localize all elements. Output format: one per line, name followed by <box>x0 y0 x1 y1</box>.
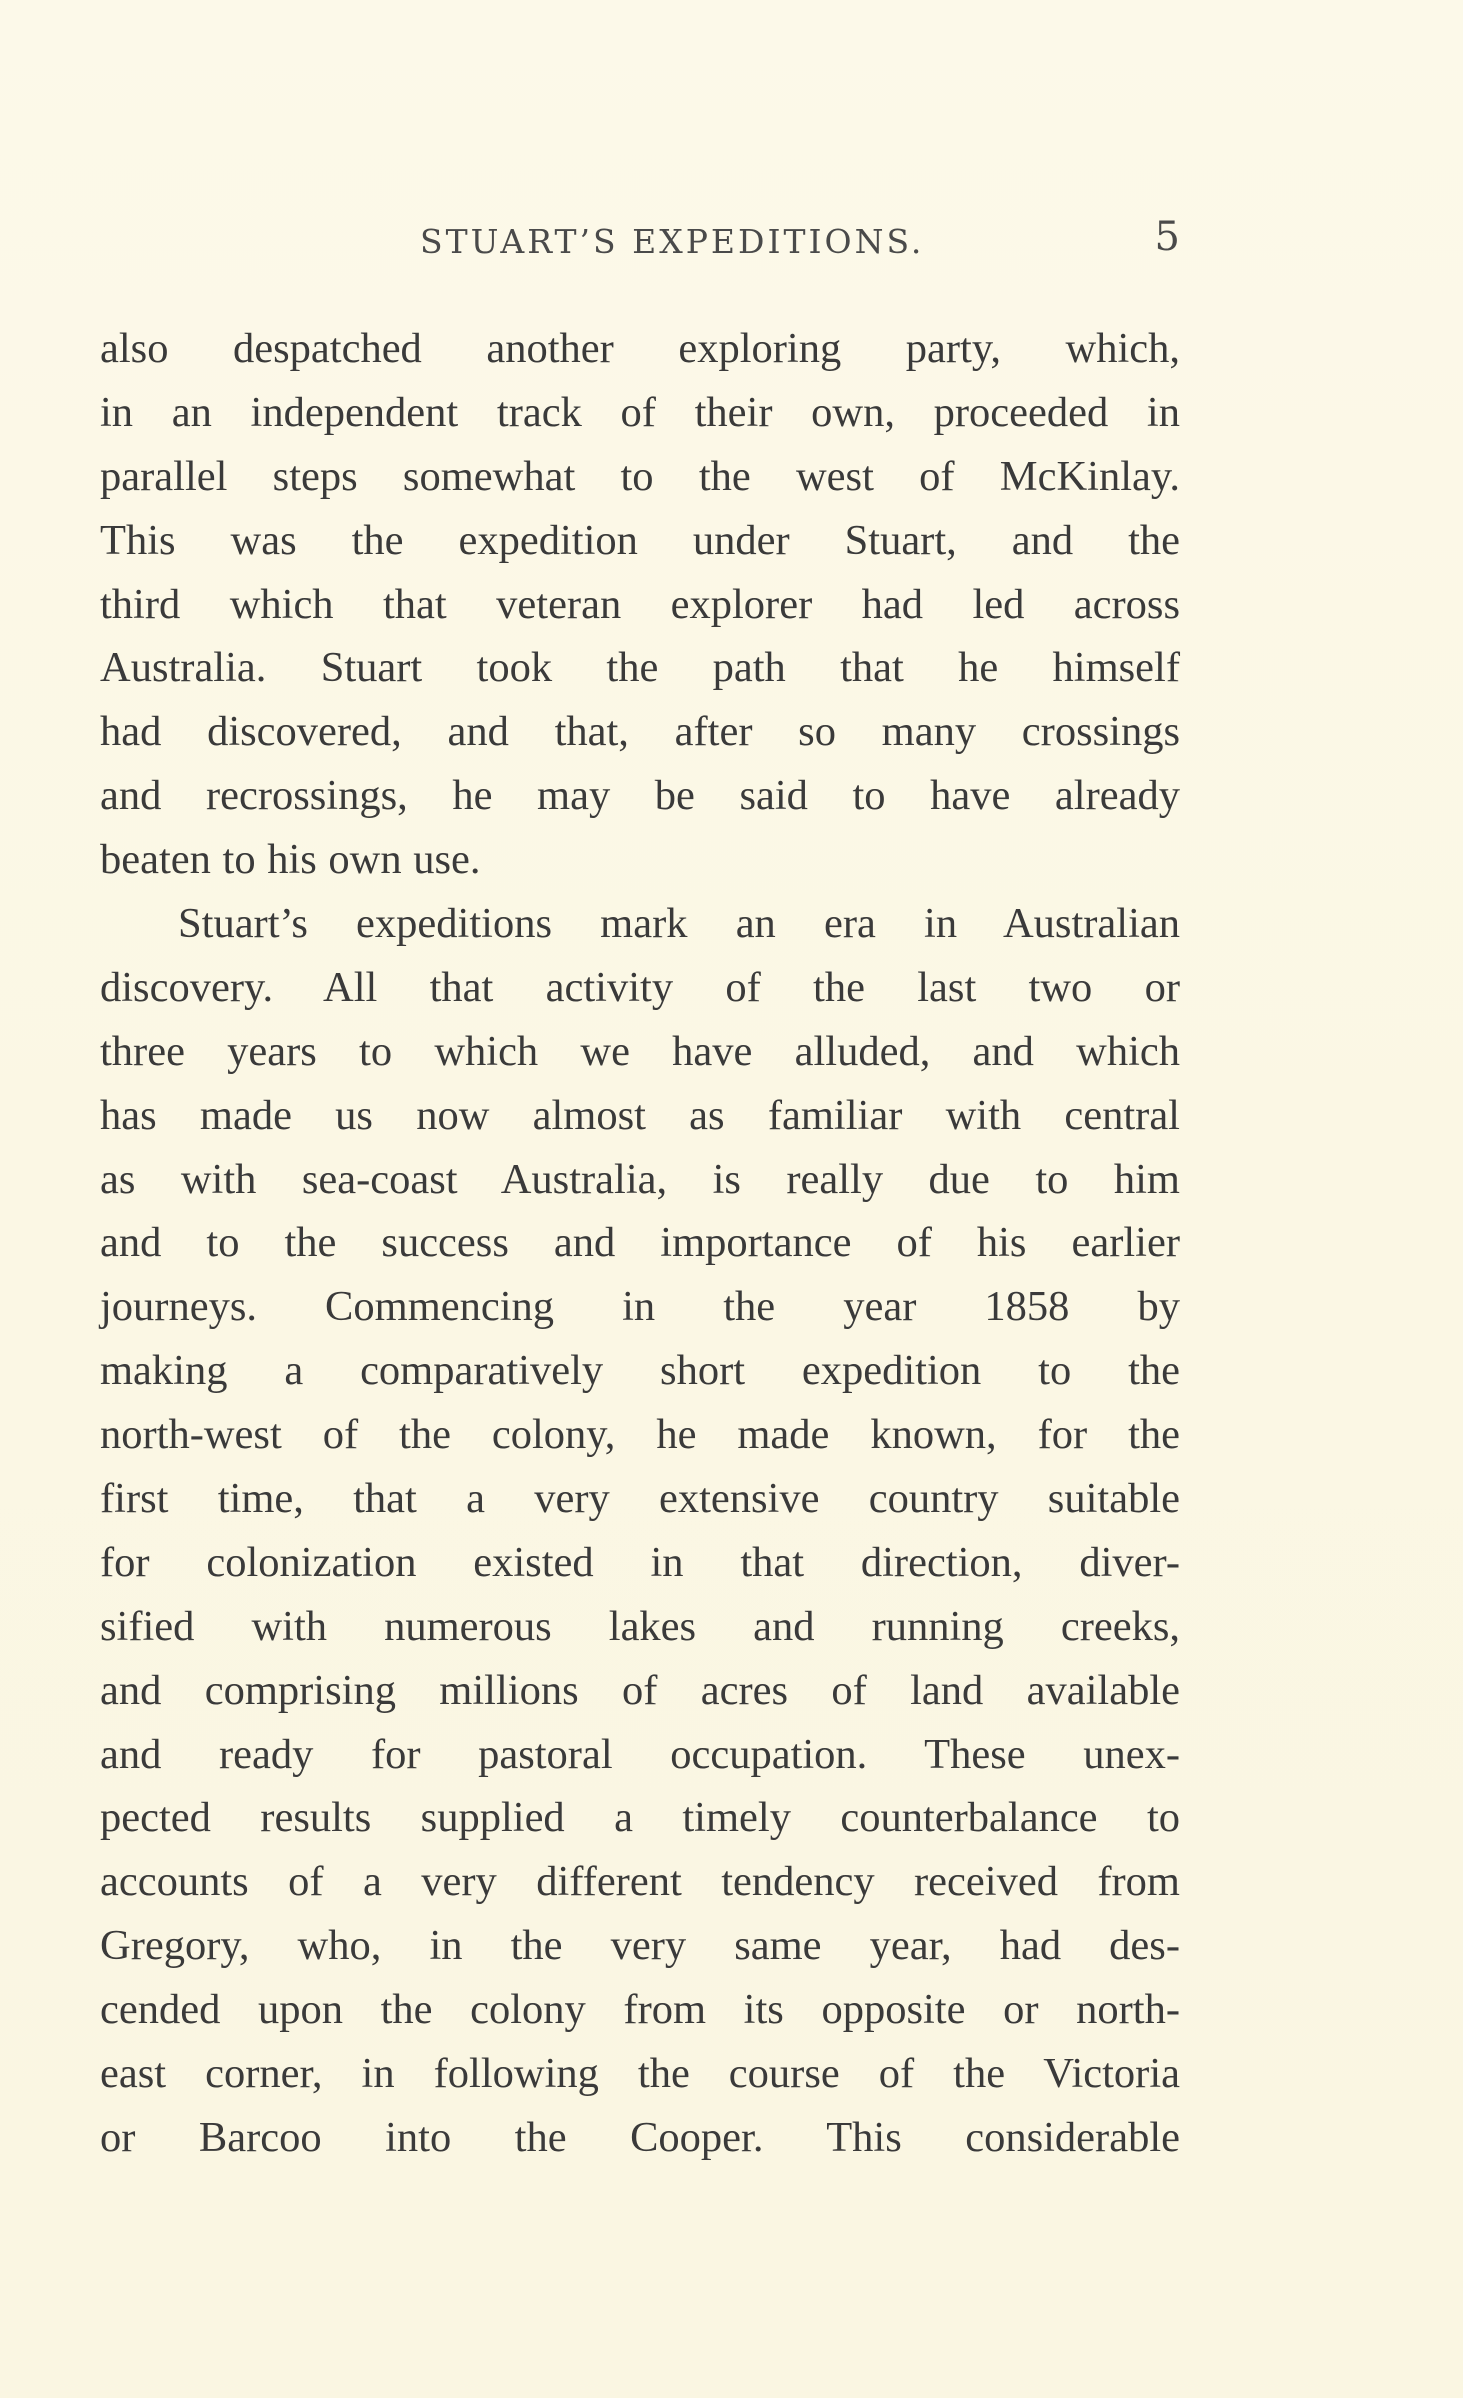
text-line: sified with numerous lakes and running creeks, <box>100 1602 1180 1650</box>
text-line: or Barcoo into the Cooper. This considerable <box>100 2113 1180 2161</box>
text-line: and recrossings, he may be said to have already <box>100 772 1180 820</box>
text-line: making a comparatively short expedition to the <box>100 1347 1180 1395</box>
page-header <box>100 212 1180 272</box>
text-line: first time, that a very extensive country suitable <box>100 1475 1180 1523</box>
text-line: as with sea-coast Australia, is really due to him <box>100 1155 1180 1203</box>
text-line: had discovered, and that, after so many crossings <box>100 708 1180 756</box>
text-line: Gregory, who, in the very same year, had des- <box>100 1922 1180 1970</box>
text-line: and ready for pastoral occupation. These unex- <box>100 1730 1180 1778</box>
body-text <box>100 317 1180 2170</box>
text-line: journeys. Commencing in the year 1858 by <box>100 1283 1180 1331</box>
page-number: 5 <box>1154 214 1180 260</box>
text-line: north-west of the colony, he made known, for the <box>100 1411 1180 1459</box>
text-line: parallel steps somewhat to the west of McKinlay. <box>100 452 1180 500</box>
text-line: Australia. Stuart took the path that he himself <box>100 644 1180 692</box>
text-line: cended upon the colony from its opposite or north- <box>100 1986 1180 2034</box>
text-line: also despatched another exploring party, which, <box>100 325 1180 372</box>
text-line: accounts of a very different tendency received from <box>100 1858 1180 1906</box>
text-line: Stuart’s expeditions mark an era in Australian <box>178 900 1180 948</box>
text-line: has made us now almost as familiar with central <box>100 1091 1180 1139</box>
text-line: pected results supplied a timely counterbalance to <box>100 1794 1180 1842</box>
text-line: and comprising millions of acres of land available <box>100 1666 1180 1714</box>
text-line: This was the expedition under Stuart, and the <box>100 516 1180 564</box>
text-line: for colonization existed in that direction, diver- <box>100 1538 1180 1586</box>
text-line: and to the success and importance of his earlier <box>100 1219 1180 1267</box>
text-line: beaten to his own use. <box>100 836 481 884</box>
text-line: in an independent track of their own, proceeded in <box>100 388 1180 436</box>
text-line: east corner, in following the course of the Victoria <box>100 2050 1180 2098</box>
text-line: third which that veteran explorer had led across <box>100 580 1180 628</box>
text-line: discovery. All that activity of the last two or <box>100 963 1180 1011</box>
running-head: STUART’S EXPEDITIONS. <box>420 222 925 261</box>
text-line: three years to which we have alluded, and which <box>100 1027 1180 1075</box>
